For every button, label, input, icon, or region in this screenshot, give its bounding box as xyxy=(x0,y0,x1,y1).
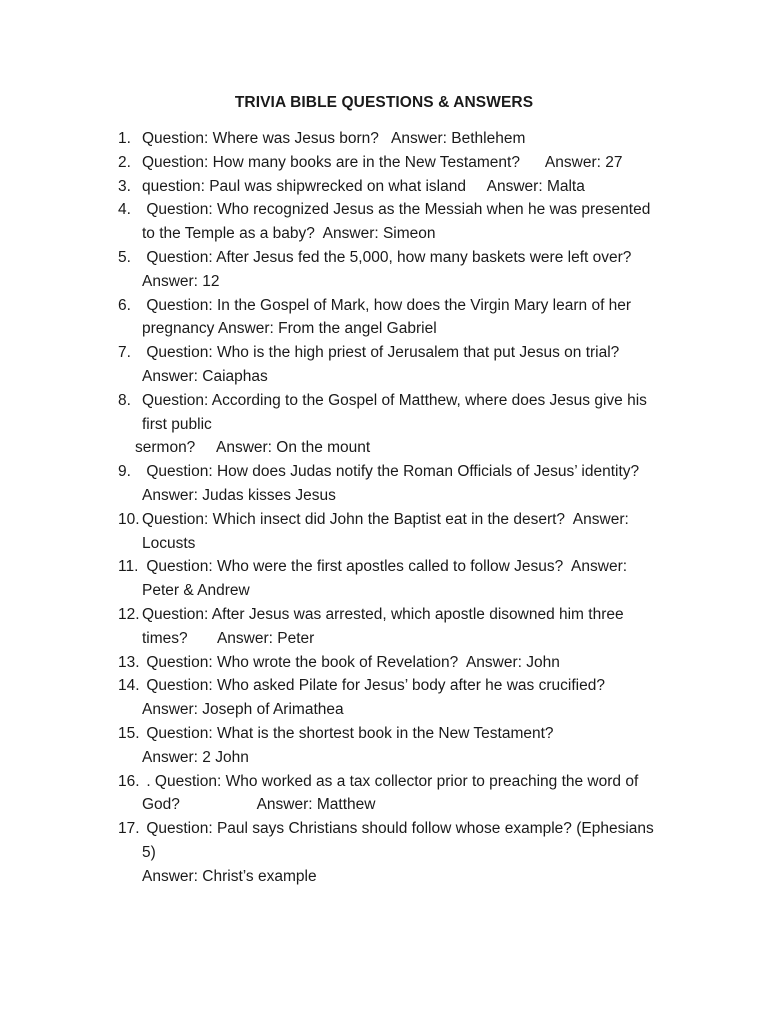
list-item xyxy=(118,175,678,199)
list-item-number: 1. xyxy=(118,130,131,147)
question-text: Question: After Jesus was arrested, which apostle disowned him three xyxy=(142,605,624,623)
list-item-number: 7. xyxy=(118,344,131,362)
list-item-number: 6. xyxy=(118,296,131,314)
list-item-number: 4. xyxy=(118,201,131,219)
question-continuation: Answer: 2 John xyxy=(142,748,249,766)
list-item xyxy=(118,151,678,175)
list-item xyxy=(118,127,678,151)
question-text: Question: How does Judas notify the Roman Officials of Jesus’ identity? xyxy=(142,463,640,481)
list-item-number: 17. xyxy=(118,820,140,838)
list-item xyxy=(118,555,678,603)
list-item-number: 16. xyxy=(118,772,140,790)
question-continuation: Answer: Judas kisses Jesus xyxy=(142,486,336,504)
question-continuation: pregnancy Answer: From the angel Gabriel xyxy=(142,320,437,338)
list-item xyxy=(118,770,678,818)
question-text: Question: Who is the high priest of Jerusalem that put Jesus on trial? xyxy=(142,344,620,362)
question-text: Question: Which insect did John the Baptist eat in the desert? Answer: xyxy=(142,510,629,528)
list-item xyxy=(118,722,678,770)
question-text: Question: How many books are in the New Testament? Answer: 27 xyxy=(142,153,623,171)
list-item xyxy=(118,198,678,246)
list-item xyxy=(118,651,678,675)
list-item-number: 11. xyxy=(118,558,139,576)
list-item-number: 3. xyxy=(118,177,131,195)
question-text: Question: After Jesus fed the 5,000, how many baskets were left over? xyxy=(142,248,632,266)
question-text: Question: Who asked Pilate for Jesus’ body after he was crucified? xyxy=(142,677,605,695)
list-item xyxy=(118,508,678,556)
question-continuation: times? Answer: Peter xyxy=(142,629,315,647)
list-item xyxy=(118,341,678,389)
question-text: Question: In the Gospel of Mark, how does the Virgin Mary learn of her xyxy=(142,296,632,314)
list-item-number: 10. xyxy=(118,510,140,528)
question-text: Question: Paul says Christians should follow whose example? (Ephesians xyxy=(142,820,654,838)
question-list xyxy=(118,127,678,889)
question-continuation: first public xyxy=(142,415,212,433)
question-continuation: Peter & Andrew xyxy=(142,582,250,600)
question-text: question: Paul was shipwrecked on what island Answer: Malta xyxy=(142,177,585,195)
list-item-number: 13. xyxy=(118,653,140,671)
question-continuation: Answer: 12 xyxy=(142,272,220,290)
question-continuation: to the Temple as a baby? Answer: Simeon xyxy=(142,225,436,243)
list-item xyxy=(118,674,678,722)
list-item-number: 2. xyxy=(118,153,131,171)
question-continuation: sermon? Answer: On the mount xyxy=(135,439,371,457)
list-item xyxy=(118,246,678,294)
list-item-number: 8. xyxy=(118,391,131,409)
list-item-number: 5. xyxy=(118,248,131,266)
question-text: Question: Who wrote the book of Revelation? Answer: John xyxy=(142,653,560,671)
list-item-number: 15. xyxy=(118,724,140,742)
question-continuation: Answer: Joseph of Arimathea xyxy=(142,701,344,719)
question-continuation: Answer: Christ’s example xyxy=(142,867,317,885)
question-text: Question: What is the shortest book in the New Testament? xyxy=(142,724,554,742)
question-continuation: God? Answer: Matthew xyxy=(142,796,376,814)
document-title: TRIVIA BIBLE QUESTIONS & ANSWERS xyxy=(234,94,534,111)
list-item-number: 12. xyxy=(118,605,140,623)
question-continuation: Locusts xyxy=(142,534,196,552)
question-text: Question: Who were the first apostles called to follow Jesus? Answer: xyxy=(142,558,628,576)
question-continuation: Answer: Caiaphas xyxy=(142,367,268,385)
list-item xyxy=(118,603,678,651)
list-item xyxy=(118,389,678,460)
question-text: Question: Where was Jesus born? Answer: Bethlehem xyxy=(142,130,526,147)
list-item-number: 14. xyxy=(118,677,140,695)
list-item xyxy=(118,294,678,342)
question-text: Question: Who recognized Jesus as the Messiah when he was presented xyxy=(142,201,651,219)
list-item-number: 9. xyxy=(118,463,131,481)
list-item xyxy=(118,460,678,508)
question-text: . Question: Who worked as a tax collector prior to preaching the word of xyxy=(142,772,639,790)
question-continuation: 5) xyxy=(142,843,156,861)
question-text: Question: According to the Gospel of Matthew, where does Jesus give his xyxy=(142,391,647,409)
list-item xyxy=(118,817,678,888)
